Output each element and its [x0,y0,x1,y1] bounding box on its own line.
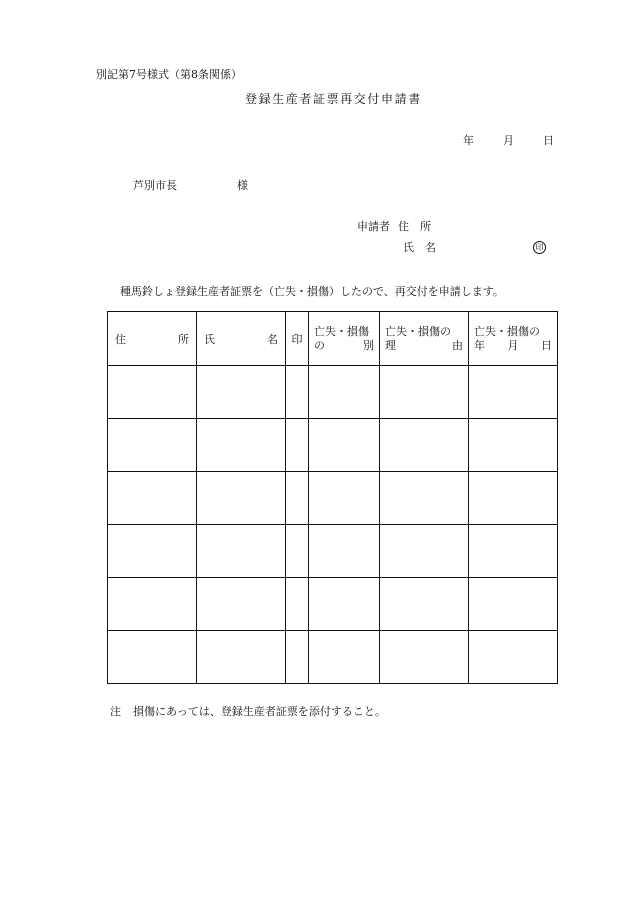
cell-seal[interactable] [286,472,309,525]
cell-reason[interactable] [380,419,469,472]
cell-address[interactable] [108,525,197,578]
cell-reason[interactable] [380,631,469,684]
table-row [108,366,558,419]
header-address-char-2: 所 [178,332,189,346]
cell-loss-type[interactable] [309,366,380,419]
cell-name[interactable] [197,525,286,578]
header-date [469,312,558,366]
table-row [108,472,558,525]
header-address-char-1: 住 [115,332,126,346]
table-row [108,578,558,631]
records-table [107,311,558,684]
header-loss-type-char-2: 別 [363,338,374,352]
document-title: 登録生産者証票再交付申請書 [245,92,422,106]
header-seal: 印 [286,312,309,366]
cell-loss-type[interactable] [309,525,380,578]
footnote-text: 損傷にあっては、登録生産者証票を添付すること。 [133,705,386,718]
cell-reason[interactable] [380,472,469,525]
cell-name[interactable] [197,631,286,684]
cell-date[interactable] [469,525,558,578]
date-year: 年 [463,134,474,147]
cell-seal[interactable] [286,631,309,684]
records-body [108,366,558,684]
header-date-line1: 亡失・損傷の [474,324,540,338]
table-header-row [108,312,558,366]
addressee-office: 芦別市長 [133,179,177,192]
cell-loss-type[interactable] [309,578,380,631]
addressee [133,180,248,191]
cell-date[interactable] [469,472,558,525]
cell-seal[interactable] [286,419,309,472]
addressee-honorific: 様 [237,179,248,192]
date-line [463,135,554,146]
seal-mark-icon: 印 [533,241,546,254]
cell-reason[interactable] [380,366,469,419]
table-row [108,419,558,472]
cell-seal[interactable] [286,366,309,419]
cell-name[interactable] [197,578,286,631]
cell-date[interactable] [469,366,558,419]
header-address [108,312,197,366]
header-reason-line1: 亡失・損傷の [385,324,451,338]
cell-loss-type[interactable] [309,631,380,684]
cell-address[interactable] [108,631,197,684]
cell-date[interactable] [469,578,558,631]
header-name-char-2: 名 [267,332,278,346]
footnote [110,706,386,717]
application-statement: 種馬鈴しょ登録生産者証票を（亡失・損傷）したので、再交付を申請します。 [120,285,504,298]
cell-name[interactable] [197,472,286,525]
applicant-address-row [357,221,431,232]
cell-reason[interactable] [380,525,469,578]
cell-reason[interactable] [380,578,469,631]
table-row [108,631,558,684]
header-reason-char-2: 由 [452,338,463,352]
cell-seal[interactable] [286,578,309,631]
date-day: 日 [543,134,554,147]
header-name-char-1: 氏 [204,332,215,346]
header-loss-type-char-1: の [314,338,325,352]
cell-date[interactable] [469,631,558,684]
header-reason [380,312,469,366]
header-reason-char-1: 理 [385,338,396,352]
cell-address[interactable] [108,366,197,419]
cell-address[interactable] [108,578,197,631]
cell-seal[interactable] [286,525,309,578]
cell-name[interactable] [197,366,286,419]
cell-loss-type[interactable] [309,472,380,525]
header-loss-type [309,312,380,366]
cell-name[interactable] [197,419,286,472]
cell-date[interactable] [469,419,558,472]
cell-loss-type[interactable] [309,419,380,472]
header-name [197,312,286,366]
applicant-name-row [403,242,548,253]
header-date-month: 月 [507,338,519,352]
form-reference: 別記第7号様式（第8条関係） [96,68,242,81]
applicant-name-label: 氏 名 [403,241,436,254]
applicant-label: 申請者 [357,220,390,233]
header-loss-type-line1: 亡失・損傷 [314,324,369,338]
cell-address[interactable] [108,419,197,472]
applicant-address-label: 住 所 [398,220,431,233]
cell-address[interactable] [108,472,197,525]
header-date-day: 日 [541,338,552,352]
date-month: 月 [503,134,514,147]
footnote-label: 注 [110,705,121,718]
header-date-year: 年 [474,338,485,352]
table-row [108,525,558,578]
